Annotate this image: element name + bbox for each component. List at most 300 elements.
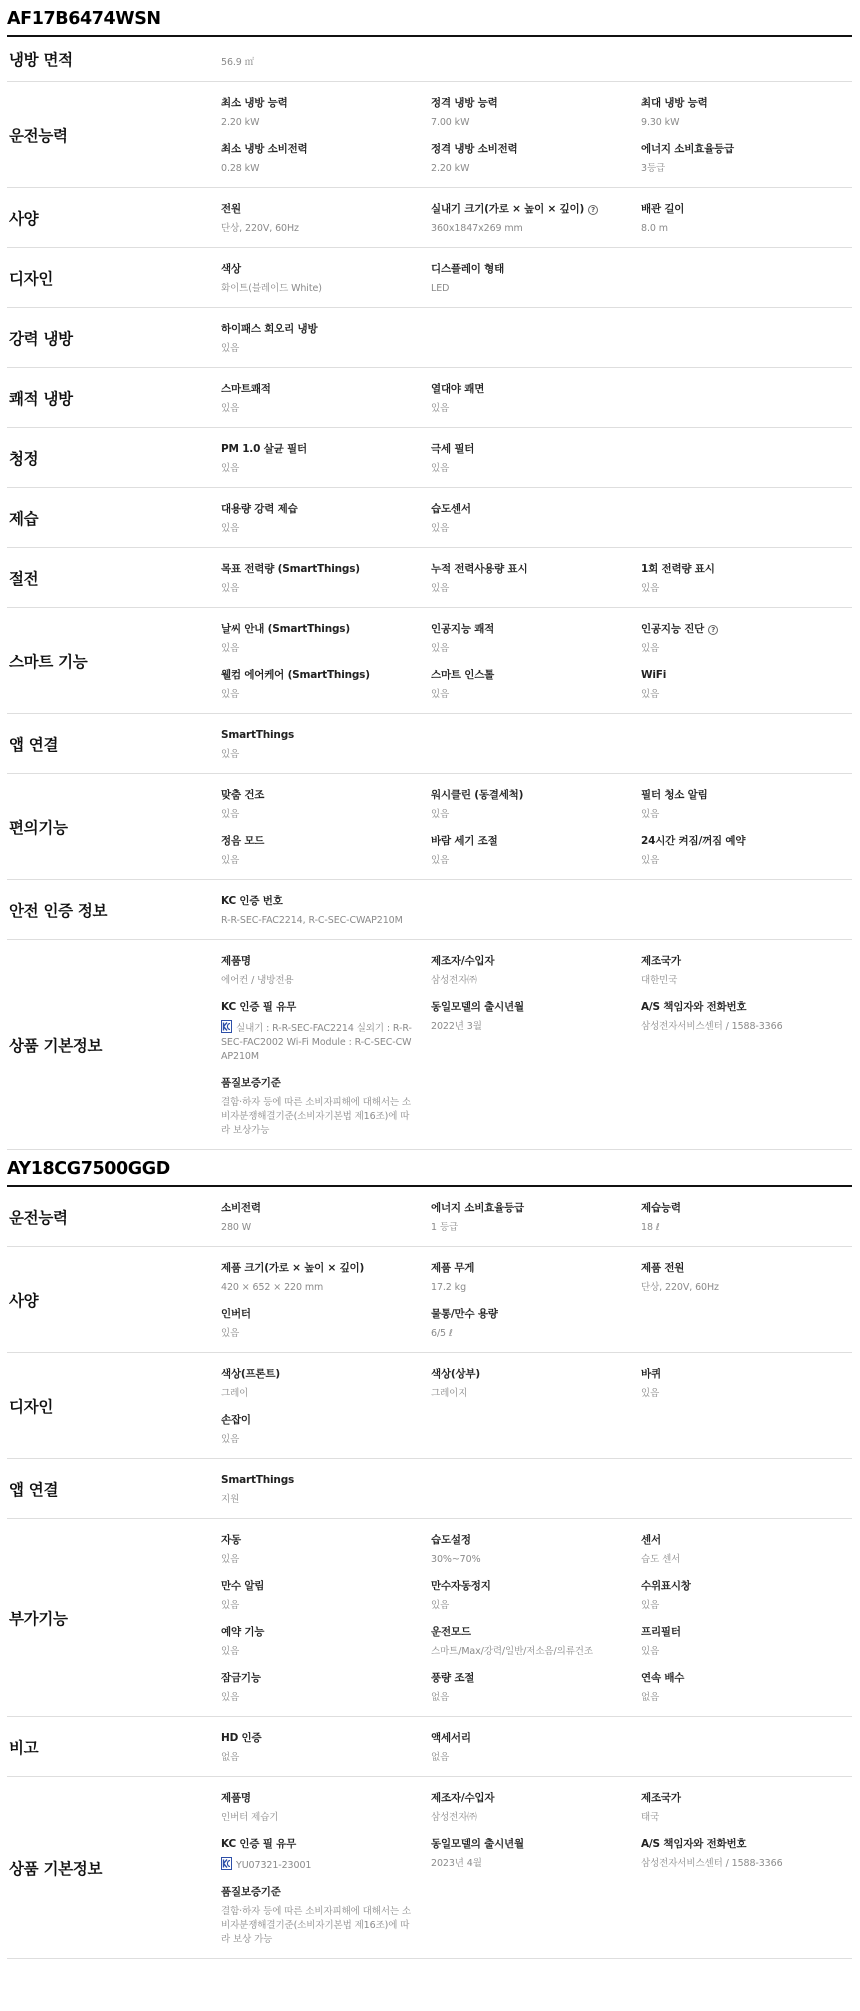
- spec-value: [431, 582, 627, 596]
- spec-value: [641, 1599, 837, 1613]
- spec-value: [221, 1645, 417, 1659]
- spec-items-grid: [221, 308, 852, 367]
- spec-item: [431, 668, 641, 702]
- spec-title-text: 에너지 소비효율등급: [641, 143, 734, 155]
- spec-item: [641, 1625, 851, 1659]
- spec-title-text: 최대 냉방 능력: [641, 97, 708, 109]
- spec-value-text: 에어컨 / 냉방전용: [221, 975, 294, 986]
- spec-title-text: 배관 길이: [641, 203, 685, 215]
- spec-value-text: 없음: [431, 1752, 450, 1763]
- spec-title-text: 센서: [641, 1534, 661, 1546]
- spec-value-text: 결함·하자 등에 따른 소비자피해에 대해서는 소비자분쟁해결기준(소비자기본법 제16조)에 따라 보상가능: [221, 1097, 411, 1136]
- spec-value-text: 있음: [221, 749, 240, 760]
- spec-item: [641, 1791, 851, 1825]
- model-title: AY18CG7500GGD: [7, 1150, 852, 1187]
- spec-value-text: 있음: [431, 855, 450, 866]
- spec-value-text: 420 × 652 × 220 mm: [221, 1282, 324, 1293]
- spec-value-text: 있음: [221, 1328, 240, 1339]
- spec-title: [431, 262, 627, 277]
- spec-value: [431, 854, 627, 868]
- spec-category-label: 냉방 면적: [9, 51, 73, 69]
- spec-title-text: 대용량 강력 제습: [221, 503, 298, 515]
- spec-value: [221, 1553, 417, 1567]
- spec-value-text: 단상, 220V, 60Hz: [641, 1282, 719, 1293]
- help-question-icon[interactable]: ?: [588, 205, 598, 215]
- spec-title: [431, 1533, 627, 1548]
- spec-value: [641, 1020, 837, 1034]
- spec-item: [221, 562, 431, 596]
- product-spec-section: [7, 1150, 852, 1959]
- spec-title-text: 물통/만수 용량: [431, 1308, 498, 1320]
- spec-value-text: 지원: [221, 1494, 240, 1505]
- spec-title: [431, 668, 627, 683]
- spec-value: [431, 402, 627, 416]
- spec-title-text: 제품 전원: [641, 1262, 685, 1274]
- spec-row: [7, 1187, 852, 1247]
- spec-title-text: 디스플레이 형태: [431, 263, 505, 275]
- spec-item: [641, 96, 851, 130]
- spec-row: [7, 714, 852, 774]
- spec-value-text: 있음: [641, 809, 660, 820]
- spec-row: [7, 880, 852, 940]
- spec-item: [221, 202, 431, 236]
- spec-value: [221, 1691, 417, 1705]
- spec-title: [221, 382, 417, 397]
- spec-title-text: 웰컴 에어케어 (SmartThings): [221, 669, 370, 681]
- spec-value: [221, 1857, 417, 1873]
- spec-item: [431, 1201, 641, 1235]
- spec-value: [221, 808, 417, 822]
- spec-category-label: 운전능력: [9, 126, 68, 145]
- spec-item: [221, 622, 431, 656]
- help-question-icon[interactable]: ?: [708, 625, 718, 635]
- spec-item: [431, 1367, 641, 1401]
- spec-value: [641, 974, 837, 988]
- spec-title: [221, 1367, 417, 1382]
- spec-item: [431, 1533, 641, 1567]
- spec-items-grid: [221, 1777, 852, 1958]
- spec-value: [431, 1811, 627, 1825]
- spec-item: [431, 96, 641, 130]
- spec-value: [641, 1281, 837, 1295]
- spec-title-text: 만수자동정지: [431, 1580, 491, 1592]
- spec-value: [431, 1281, 627, 1295]
- spec-item: [221, 1671, 431, 1705]
- spec-title-text: HD 인증: [221, 1732, 262, 1744]
- spec-title: [221, 562, 417, 577]
- spec-title: [431, 96, 627, 111]
- spec-value: [221, 854, 417, 868]
- spec-title: [221, 1837, 417, 1852]
- spec-title-text: 24시간 켜짐/꺼짐 예약: [641, 835, 746, 847]
- spec-value: [221, 402, 417, 416]
- spec-value: [431, 1599, 627, 1613]
- spec-title: [641, 96, 837, 111]
- spec-title: [221, 622, 417, 637]
- spec-item: [431, 954, 641, 988]
- spec-item: [221, 1473, 431, 1507]
- spec-row: [7, 368, 852, 428]
- spec-title: [431, 1000, 627, 1015]
- spec-title: [221, 1261, 417, 1276]
- spec-title: [641, 1671, 837, 1686]
- spec-title: [431, 142, 627, 157]
- spec-item: [221, 728, 431, 762]
- spec-title: [641, 1579, 837, 1594]
- spec-title-text: 전원: [221, 203, 241, 215]
- spec-title-text: 자동: [221, 1534, 241, 1546]
- spec-title-text: A/S 책임자와 전화번호: [641, 1838, 747, 1850]
- spec-title-text: 최소 냉방 소비전력: [221, 143, 308, 155]
- spec-category-label: 부가기능: [9, 1609, 68, 1628]
- spec-value: [641, 1387, 837, 1401]
- spec-row: [7, 1247, 852, 1353]
- spec-title: [641, 954, 837, 969]
- spec-value-text: 7.00 kW: [431, 117, 470, 128]
- kc-certification-icon: [221, 1020, 232, 1033]
- spec-title: [641, 1533, 837, 1548]
- spec-value-text: 56.9 ㎡: [221, 57, 255, 68]
- spec-title: [641, 668, 837, 683]
- spec-items-grid: [221, 1353, 852, 1458]
- spec-item: [431, 834, 641, 868]
- spec-category-label: 비고: [9, 1738, 39, 1757]
- spec-title-text: 동일모델의 출시년월: [431, 1001, 524, 1013]
- spec-title-text: 스마트 인스톨: [431, 669, 495, 681]
- spec-title-text: 예약 기능: [221, 1626, 265, 1638]
- spec-item: [641, 1201, 851, 1235]
- spec-items-grid: [221, 548, 852, 607]
- spec-title-text: 습도센서: [431, 503, 471, 515]
- spec-value-text: 없음: [641, 1692, 660, 1703]
- spec-item: [221, 668, 431, 702]
- spec-title: [431, 1837, 627, 1852]
- spec-title: [431, 834, 627, 849]
- spec-value: [221, 1599, 417, 1613]
- spec-value: [431, 1553, 627, 1567]
- spec-item: [221, 1885, 431, 1947]
- spec-value-text: 있음: [221, 689, 240, 700]
- spec-value: [221, 1433, 417, 1447]
- spec-category-label: 편의기능: [9, 818, 68, 837]
- spec-title: [641, 622, 837, 637]
- spec-value-text: 0.28 kW: [221, 163, 260, 174]
- spec-category-label: 절전: [9, 569, 39, 588]
- spec-title-text: 색상(프론트): [221, 1368, 280, 1380]
- spec-value-text: 그레이: [221, 1388, 249, 1399]
- spec-value: [221, 342, 417, 356]
- spec-value-text: 실내기 : R-R-SEC-FAC2214 실외기 : R-R-SEC-FAC2002 Wi-Fi Module : R-C-SEC-CWAP210M: [221, 1023, 412, 1062]
- spec-value-text: 있음: [221, 343, 240, 354]
- spec-items-grid: [221, 1459, 852, 1518]
- spec-category-label: 안전 인증 정보: [9, 901, 108, 920]
- spec-value-text: 있음: [221, 1434, 240, 1445]
- spec-title: [641, 562, 837, 577]
- spec-value: [641, 1691, 837, 1705]
- spec-title: [431, 1731, 627, 1746]
- spec-value: [431, 282, 627, 296]
- spec-item: [221, 142, 431, 176]
- spec-items-grid: [221, 488, 852, 547]
- spec-category-label: 앱 연결: [9, 735, 59, 754]
- product-spec-section: [7, 0, 852, 1150]
- spec-value: [431, 688, 627, 702]
- spec-value: [221, 116, 417, 130]
- spec-title: [641, 1201, 837, 1216]
- spec-row: [7, 1353, 852, 1459]
- spec-value: [221, 688, 417, 702]
- spec-item: [431, 1837, 641, 1873]
- spec-item: [641, 1579, 851, 1613]
- spec-row: [7, 82, 852, 188]
- spec-value-text: 있음: [221, 1600, 240, 1611]
- spec-value: [221, 748, 417, 762]
- spec-value: [431, 974, 627, 988]
- spec-title: [431, 954, 627, 969]
- spec-title-text: 풍량 조절: [431, 1672, 475, 1684]
- spec-value-text: 2.20 kW: [221, 117, 260, 128]
- spec-value: [221, 582, 417, 596]
- spec-value: [221, 282, 417, 296]
- spec-value-text: 있음: [431, 463, 450, 474]
- spec-item: [221, 1307, 431, 1341]
- spec-value-text: 있음: [221, 523, 240, 534]
- spec-title: [221, 202, 417, 217]
- spec-item: [221, 894, 431, 928]
- spec-item: [431, 1261, 641, 1295]
- spec-title: [431, 1579, 627, 1594]
- spec-items-grid: [221, 1187, 852, 1246]
- spec-value: [641, 688, 837, 702]
- spec-value-text: 습도 센서: [641, 1554, 681, 1565]
- spec-title: [431, 1307, 627, 1322]
- spec-value: [641, 854, 837, 868]
- spec-title-text: 1회 전력량 표시: [641, 563, 715, 575]
- spec-value: [221, 914, 417, 928]
- spec-value-text: 삼성전자서비스센터 / 1588-3366: [641, 1021, 783, 1032]
- spec-title: [221, 668, 417, 683]
- spec-value: [431, 1020, 627, 1034]
- spec-item: [221, 382, 431, 416]
- spec-value: [221, 1096, 417, 1138]
- spec-title-text: 최소 냉방 능력: [221, 97, 288, 109]
- spec-value: [221, 56, 417, 70]
- spec-title: [641, 1625, 837, 1640]
- spec-value-text: 360x1847x269 mm: [431, 223, 523, 234]
- spec-title-text: 날씨 안내 (SmartThings): [221, 623, 350, 635]
- spec-value: [431, 1645, 627, 1659]
- spec-title-text: KC 인증 필 유무: [221, 1001, 297, 1013]
- spec-value: [431, 162, 627, 176]
- spec-title: [221, 1473, 417, 1488]
- spec-item: [431, 262, 641, 296]
- spec-title-text: 인공지능 진단: [641, 623, 705, 635]
- spec-value: [641, 162, 837, 176]
- spec-category-label: 앱 연결: [9, 1480, 59, 1499]
- spec-value: [221, 522, 417, 536]
- spec-items-grid: [221, 714, 852, 773]
- spec-title: [641, 834, 837, 849]
- spec-row: [7, 248, 852, 308]
- spec-value-text: 30%~70%: [431, 1554, 481, 1565]
- spec-value-text: 1 등급: [431, 1222, 459, 1233]
- spec-title: [431, 1671, 627, 1686]
- spec-item: [221, 1261, 431, 1295]
- spec-value: [431, 116, 627, 130]
- spec-title-text: SmartThings: [221, 1474, 295, 1486]
- spec-title: [431, 502, 627, 517]
- spec-title-text: 극세 필터: [431, 443, 475, 455]
- spec-title: [431, 788, 627, 803]
- spec-value-text: 결함·하자 등에 따른 소비자피해에 대해서는 소비자분쟁해결기준(소비자기본법 제16조)에 따라 보상 가능: [221, 1906, 411, 1945]
- spec-item: [221, 262, 431, 296]
- spec-category-label: 제습: [9, 509, 39, 528]
- spec-value-text: 있음: [221, 809, 240, 820]
- spec-value: [221, 1020, 417, 1064]
- spec-item: [431, 1791, 641, 1825]
- spec-value: [431, 1387, 627, 1401]
- spec-value-text: 17.2 kg: [431, 1282, 467, 1293]
- spec-title-text: SmartThings: [221, 729, 295, 741]
- spec-value-text: 18 ℓ: [641, 1222, 660, 1233]
- spec-title-text: 잠금기능: [221, 1672, 261, 1684]
- spec-items-grid: [221, 368, 852, 427]
- spec-item: [221, 442, 431, 476]
- spec-title: [641, 1837, 837, 1852]
- spec-value-text: 있음: [221, 583, 240, 594]
- spec-title: [221, 1533, 417, 1548]
- spec-value: [221, 1327, 417, 1341]
- spec-title-text: 제품 무게: [431, 1262, 475, 1274]
- spec-value: [641, 642, 837, 656]
- spec-item: [431, 382, 641, 416]
- spec-value: [431, 1327, 627, 1341]
- spec-value-text: YU07321-23001: [236, 1860, 312, 1871]
- spec-item: [641, 1533, 851, 1567]
- spec-title: [221, 1671, 417, 1686]
- spec-title-text: 운전모드: [431, 1626, 471, 1638]
- spec-item: [641, 668, 851, 702]
- spec-title: [221, 1579, 417, 1594]
- spec-title: [221, 1731, 417, 1746]
- spec-title-text: 누적 전력사용량 표시: [431, 563, 528, 575]
- spec-value: [221, 1493, 417, 1507]
- spec-item: [221, 1413, 431, 1447]
- spec-row: [7, 548, 852, 608]
- spec-value-text: 그레이지: [431, 1388, 468, 1399]
- spec-title: [641, 1261, 837, 1276]
- spec-title: [431, 1367, 627, 1382]
- spec-title: [221, 954, 417, 969]
- spec-item: [221, 834, 431, 868]
- spec-value-text: 2023년 4월: [431, 1858, 482, 1869]
- spec-title-text: 정격 냉방 소비전력: [431, 143, 518, 155]
- spec-title-text: 스마트쾌적: [221, 383, 271, 395]
- spec-item: [431, 1307, 641, 1341]
- spec-value-text: 2022년 3월: [431, 1021, 482, 1032]
- spec-value: [431, 1857, 627, 1871]
- spec-title-text: KC 인증 필 유무: [221, 1838, 297, 1850]
- spec-row: [7, 608, 852, 714]
- spec-value-text: 있음: [431, 403, 450, 414]
- spec-title: [221, 1885, 417, 1900]
- spec-value: [641, 1645, 837, 1659]
- spec-row: [7, 940, 852, 1150]
- spec-title-text: 프리필터: [641, 1626, 681, 1638]
- spec-item: [641, 834, 851, 868]
- spec-title-text: 색상(상부): [431, 1368, 480, 1380]
- spec-value: [221, 1281, 417, 1295]
- spec-row: [7, 428, 852, 488]
- spec-title-text: 실내기 크기(가로 × 높이 × 깊이): [431, 203, 585, 215]
- spec-value: [431, 222, 627, 236]
- spec-title: [641, 202, 837, 217]
- spec-category-label: 상품 기본정보: [9, 1036, 103, 1055]
- spec-value: [641, 222, 837, 236]
- spec-item: [641, 954, 851, 988]
- spec-value: [221, 222, 417, 236]
- spec-row: [7, 1717, 852, 1777]
- spec-item: [431, 142, 641, 176]
- spec-value-text: 삼성전자㈜: [431, 1812, 477, 1823]
- spec-title-text: A/S 책임자와 전화번호: [641, 1001, 747, 1013]
- spec-value: [641, 582, 837, 596]
- spec-item: [431, 1000, 641, 1064]
- spec-value-text: 없음: [431, 1692, 450, 1703]
- spec-value-text: 태국: [641, 1812, 660, 1823]
- spec-value: [221, 462, 417, 476]
- spec-item: [431, 442, 641, 476]
- spec-title-text: 손잡이: [221, 1414, 251, 1426]
- spec-items-grid: [221, 940, 852, 1149]
- spec-title-text: 연속 배수: [641, 1672, 685, 1684]
- spec-value: [221, 1905, 417, 1947]
- spec-title: [431, 382, 627, 397]
- spec-items-grid: [221, 428, 852, 487]
- spec-title-text: 에너지 소비효율등급: [431, 1202, 524, 1214]
- spec-value-text: 280 W: [221, 1222, 252, 1233]
- spec-value-text: 있음: [641, 583, 660, 594]
- spec-title-text: 제조자/수입자: [431, 955, 495, 967]
- spec-title: [221, 1625, 417, 1640]
- spec-title-text: 열대야 쾌면: [431, 383, 485, 395]
- spec-item: [641, 1837, 851, 1873]
- spec-value-text: 2.20 kW: [431, 163, 470, 174]
- spec-value: [641, 116, 837, 130]
- spec-title-text: 품질보증기준: [221, 1077, 281, 1089]
- spec-title-text: 습도설정: [431, 1534, 471, 1546]
- spec-value: [431, 1221, 627, 1235]
- spec-items-grid: [221, 1247, 852, 1352]
- spec-item: [641, 1671, 851, 1705]
- spec-item: [431, 502, 641, 536]
- spec-title: [431, 1791, 627, 1806]
- spec-item: [221, 1625, 431, 1659]
- spec-value: [221, 974, 417, 988]
- spec-value-text: R-R-SEC-FAC2214, R-C-SEC-CWAP210M: [221, 915, 403, 926]
- spec-title: [221, 1000, 417, 1015]
- spec-value-text: 있음: [221, 855, 240, 866]
- spec-row: [7, 308, 852, 368]
- spec-title-text: 제조자/수입자: [431, 1792, 495, 1804]
- spec-item: [431, 1731, 641, 1765]
- spec-items-grid: [221, 1717, 852, 1776]
- spec-items-grid: [221, 608, 852, 713]
- spec-item: [221, 322, 431, 356]
- spec-value-text: 있음: [641, 689, 660, 700]
- spec-value-text: 있음: [641, 643, 660, 654]
- spec-item: [221, 954, 431, 988]
